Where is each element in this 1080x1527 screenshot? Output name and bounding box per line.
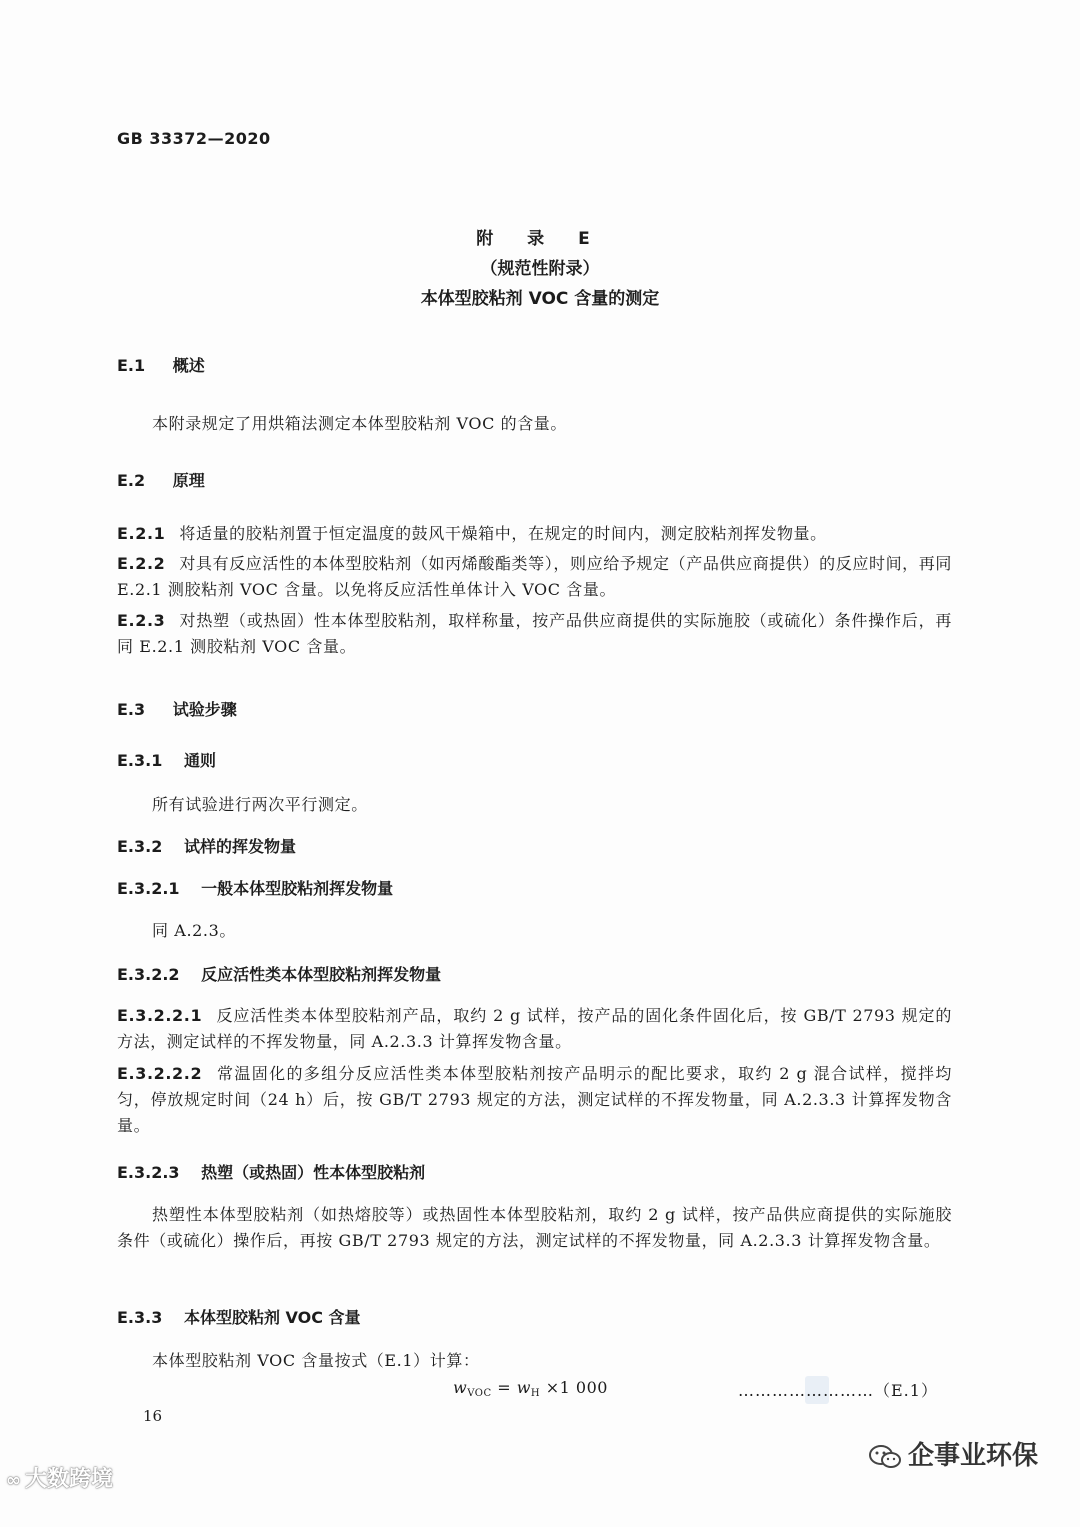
section-heading-e3-3 xyxy=(117,1305,361,1328)
appendix-type: （规范性附录） xyxy=(480,259,600,279)
formula-lhs-subscript: VOC xyxy=(467,1388,492,1399)
section-title: 原理 xyxy=(172,471,205,490)
section-heading-e3 xyxy=(117,697,237,720)
clause-text: 对具有反应活性的本体型胶粘剂（如丙烯酸酯类等），则应给予规定（产品供应商提供）的反应时间，再同 E.2.1 测胶粘剂 VOC 含量。以免将反应活性单体计入 VOC 含量。 xyxy=(117,554,952,599)
paragraph: 所有试验进行两次平行测定。 xyxy=(152,795,368,814)
section-title: 热塑（或热固）性本体型胶粘剂 xyxy=(201,1163,426,1182)
formula-multiplier: ×1 000 xyxy=(545,1378,608,1397)
section-heading-e1 xyxy=(117,353,205,376)
standard-number: GB 33372—2020 xyxy=(117,129,271,148)
formula-lhs: w xyxy=(453,1378,468,1397)
section-heading-e3-2-2 xyxy=(117,962,441,985)
clause-text: 对热塑（或热固）性本体型胶粘剂，取样称量，按产品供应商提供的实际施胶（或硫化）条件操作后，再同 E.2.1 测胶粘剂 VOC 含量。 xyxy=(117,611,952,656)
watermark-right xyxy=(868,1435,1038,1472)
section-heading-e3-2 xyxy=(117,834,296,857)
paragraph: 本附录规定了用烘箱法测定本体型胶粘剂 VOC 的含量。 xyxy=(152,414,568,433)
watermark-right-text: 企事业环保 xyxy=(908,1441,1039,1471)
page-number: 16 xyxy=(143,1407,163,1425)
watermark-left-text: 大数跨境 xyxy=(25,1467,114,1492)
section-title: 一般本体型胶粘剂挥发物量 xyxy=(201,879,394,898)
section-heading-e3-1 xyxy=(117,748,216,771)
section-title: 通则 xyxy=(183,751,216,770)
clause-e3-2-2-2 xyxy=(117,1061,952,1139)
section-title: 试样的挥发物量 xyxy=(183,837,296,856)
clause-text: 反应活性类本体型胶粘剂产品，取约 2 g 试样，按产品的固化条件固化后，按 GB/T 2793 规定的方法，测定试样的不挥发物量，同 A.2.3.3 计算挥发物含量。 xyxy=(117,1006,952,1051)
clause-number: E.2.3 xyxy=(117,611,166,630)
section-number: E.3.2.1 xyxy=(117,879,180,898)
clause-number: E.3.2.2.2 xyxy=(117,1064,203,1083)
formula-rhs-subscript: H xyxy=(530,1388,541,1399)
watermark-left xyxy=(6,1462,113,1493)
paragraph: 本体型胶粘剂 VOC 含量按式（E.1）计算： xyxy=(152,1351,480,1370)
watermark-logo-icon: ∞ xyxy=(6,1470,21,1491)
clause-e2-1 xyxy=(117,521,952,547)
section-title: 反应活性类本体型胶粘剂挥发物量 xyxy=(201,965,442,984)
clause-number: E.2.1 xyxy=(117,524,166,543)
section-title: 本体型胶粘剂 VOC 含量 xyxy=(183,1308,361,1327)
section-number: E.3.2.3 xyxy=(117,1163,180,1182)
section-heading-e2 xyxy=(117,468,205,491)
section-number: E.3.3 xyxy=(117,1308,163,1327)
section-number: E.3 xyxy=(117,700,146,719)
clause-text: 将适量的胶粘剂置于恒定温度的鼓风干燥箱中，在规定的时间内，测定胶粘剂挥发物量。 xyxy=(179,524,827,543)
clause-e3-2-2-1 xyxy=(117,1003,952,1055)
section-heading-e3-2-1 xyxy=(117,876,393,899)
clause-text: 常温固化的多组分反应活性类本体型胶粘剂按产品明示的配比要求，取约 2 g 混合试样，搅拌均匀，停放规定时间（24 h）后，按 GB/T 2793 规定的方法，测定试样的不挥发物量，同 A.2.3.3 计算挥发物含量。 xyxy=(117,1064,952,1135)
clause-number: E.3.2.2.1 xyxy=(117,1006,203,1025)
formula-e1 xyxy=(453,1378,608,1399)
clause-e2-3 xyxy=(117,608,952,660)
section-number: E.2 xyxy=(117,471,146,490)
section-number: E.3.1 xyxy=(117,751,163,770)
wechat-icon xyxy=(868,1443,902,1471)
section-number: E.3.2 xyxy=(117,837,163,856)
section-title: 概述 xyxy=(172,356,205,375)
paragraph: 同 A.2.3。 xyxy=(152,921,236,940)
section-number: E.3.2.2 xyxy=(117,965,180,984)
clause-e2-2 xyxy=(117,551,952,603)
formula-equals: = xyxy=(497,1378,512,1397)
paragraph: 热塑性本体型胶粘剂（如热熔胶等）或热固性本体型胶粘剂，取约 2 g 试样，按产品供应商提供的实际施胶条件（或硫化）操作后，再按 GB/T 2793 规定的方法，测定试样的不挥发物量，同 A.2.3.3 计算挥发物含量。 xyxy=(117,1205,952,1250)
section-number: E.1 xyxy=(117,356,146,375)
section-title: 试验步骤 xyxy=(172,700,237,719)
formula-number: ……………………（E.1） xyxy=(738,1381,938,1400)
appendix-label: 附 录 E xyxy=(476,229,604,249)
section-heading-e3-2-3 xyxy=(117,1160,425,1183)
formula-rhs: w xyxy=(516,1378,531,1397)
clause-number: E.2.2 xyxy=(117,554,166,573)
appendix-title: 本体型胶粘剂 VOC 含量的测定 xyxy=(420,289,660,309)
